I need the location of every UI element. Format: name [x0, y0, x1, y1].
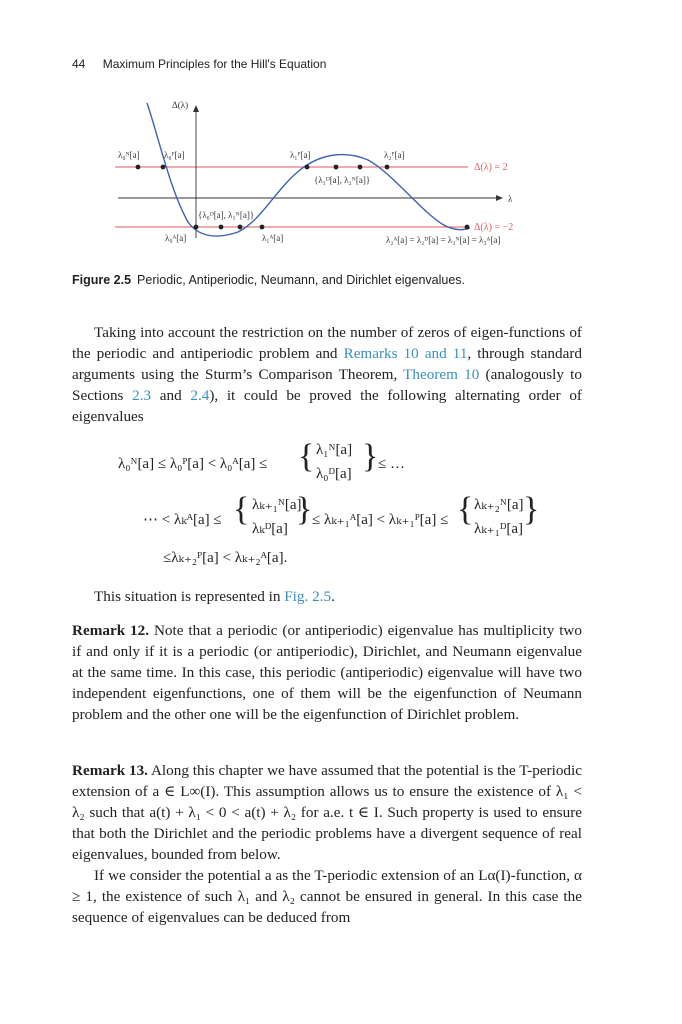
point-l1P: [305, 165, 310, 170]
para1-text-e: ), it could be proved the following alternating order of eigenvalues: [72, 387, 582, 425]
para1-text-d: and: [151, 387, 191, 404]
link-figure[interactable]: Fig. 2.5: [284, 588, 332, 605]
link-section-2-4[interactable]: 2.4: [190, 387, 210, 404]
remark-12-text: Note that a periodic (or antiperiodic) eigenvalue has multiplicity two if and only if it is a periodic (or antiperiodic), Dirichlet, and Neumann eigenvalue at the same time. In this case, this periodic (antiperiodic) eigenvalue will have two independent eigenfunctions, one of them will be the eigenfunction of Neumann problem and the other one will be the eigenfunction of Dirichlet problem.: [72, 622, 582, 723]
delta-curve: [147, 103, 470, 236]
point-l2N: [358, 165, 363, 170]
link-remarks[interactable]: Remarks 10 and 11: [343, 345, 468, 362]
para1-text-b: , through standard arguments using the Sturm’s Comparison Theorem,: [72, 345, 582, 383]
label-l2P: λ₂ᴾ[a]: [384, 150, 405, 160]
caption-text: Periodic, Antiperiodic, Neumann, and Dirichlet eigenvalues.: [137, 273, 466, 287]
remark-13-text: Along this chapter we have assumed that the potential is the T-periodic extension of a ∈ L∞(I). This assumption allows us to ensure the existence of λ₁ < λ₂ such that a(t) + λ₁ < 0 < a(t) + λ₂ for a.e. t ∈ I. Such property is used to ensure that both the Dirichlet and the periodic problems have a divergent sequence of real eigenvalues, bounded from below.: [72, 762, 582, 863]
math-line2-mid: ≤ λₖ₊₁ᴬ[a] < λₖ₊₁ᴾ[a] ≤: [312, 512, 449, 528]
label-l1P: λ₁ᴾ[a]: [290, 150, 311, 160]
math-line2-top2: λₖ₊₂ᴺ[a]: [474, 497, 524, 513]
brace-close-2: }: [296, 491, 313, 528]
para1-text-c: (analogously to Sections: [72, 366, 582, 404]
page-number: 44: [72, 57, 86, 71]
running-title: Maximum Principles for the Hill's Equation: [102, 57, 327, 71]
paragraph-figure-ref: [72, 586, 582, 607]
brace-open-1: {: [298, 438, 315, 475]
math-line1-top: λ₁ᴺ[a]: [316, 442, 353, 458]
remark-12: [72, 620, 582, 725]
point-l0D: [219, 225, 224, 230]
math-line2-bot2: λₖ₊₁ᴰ[a]: [474, 521, 523, 537]
math-line3: ≤λₖ₊₂ᴾ[a] < λₖ₊₂ᴬ[a].: [163, 550, 288, 566]
x-axis-label: λ: [508, 194, 513, 204]
eigenvalue-figure: [0, 0, 682, 270]
label-set-lower: {λ₀ᴰ[a], λ₁ᴺ[a]}: [198, 210, 255, 220]
paragraph-last: If we consider the potential a as the T-periodic extension of an Lα(I)-function, α ≥ 1, the existence of such λ₁ and λ₂ cannot be ensured in general. In this case the sequence of eigenvalues can be deduced from: [72, 867, 582, 926]
point-l0N: [136, 165, 141, 170]
caption-label: Figure 2.5: [72, 273, 132, 287]
link-theorem[interactable]: Theorem 10: [403, 366, 480, 383]
label-line-upper: Δ(λ) = 2: [474, 162, 508, 173]
label-l1A: λ₁ᴬ[a]: [262, 233, 284, 243]
point-l0P: [161, 165, 166, 170]
label-l0P: λ₀ᴾ[a]: [164, 150, 185, 160]
math-line1-bot: λ₀ᴰ[a]: [316, 466, 352, 482]
math-line1-left: λ₀ᴺ[a] ≤ λ₀ᴾ[a] < λ₀ᴬ[a] ≤: [118, 456, 268, 472]
point-l1N: [238, 225, 243, 230]
brace-open-3: {: [457, 491, 474, 528]
y-axis-arrow-icon: [193, 105, 199, 112]
point-l0A: [194, 225, 199, 230]
para2-text-a: This situation is represented in: [94, 588, 285, 605]
label-set-upper: {λ₁ᴰ[a], λ₂ᴺ[a]}: [314, 175, 371, 185]
para2-text-b: .: [331, 588, 335, 605]
remark-13: [72, 760, 582, 928]
figure-caption: [72, 273, 465, 287]
brace-close-1: }: [362, 438, 379, 475]
remark-12-title: Remark 12.: [72, 622, 150, 639]
math-line2-bot1: λₖᴰ[a]: [252, 521, 288, 537]
brace-open-2: {: [233, 491, 250, 528]
math-line1-right: ≤ …: [378, 456, 405, 472]
point-l2P: [385, 165, 390, 170]
para1-text-a: Taking into account the restriction on the number of zeros of eigen-functions of the periodic and antiperiodic problem and: [72, 324, 582, 362]
y-axis-label: Δ(λ): [172, 100, 189, 110]
math-line2-top1: λₖ₊₁ᴺ[a]: [252, 497, 302, 513]
remark-13-title: Remark 13.: [72, 762, 148, 779]
point-l1D: [334, 165, 339, 170]
label-l0N: λ₀ᴺ[a]: [118, 150, 140, 160]
label-degenerate: λ₂ᴬ[a] = λ₂ᴰ[a] = λ₃ᴺ[a] = λ₃ᴬ[a]: [386, 235, 501, 245]
point-degenerate: [465, 225, 470, 230]
x-axis-arrow-icon: [496, 195, 503, 201]
paragraph-intro: [72, 322, 582, 427]
link-section-2-3[interactable]: 2.3: [132, 387, 152, 404]
math-line2-left: ⋯ < λₖᴬ[a] ≤: [143, 512, 222, 528]
point-l1A: [260, 225, 265, 230]
brace-close-3: }: [523, 491, 540, 528]
label-line-lower: Δ(λ) = −2: [474, 222, 514, 233]
label-l0A: λ₀ᴬ[a]: [165, 233, 187, 243]
